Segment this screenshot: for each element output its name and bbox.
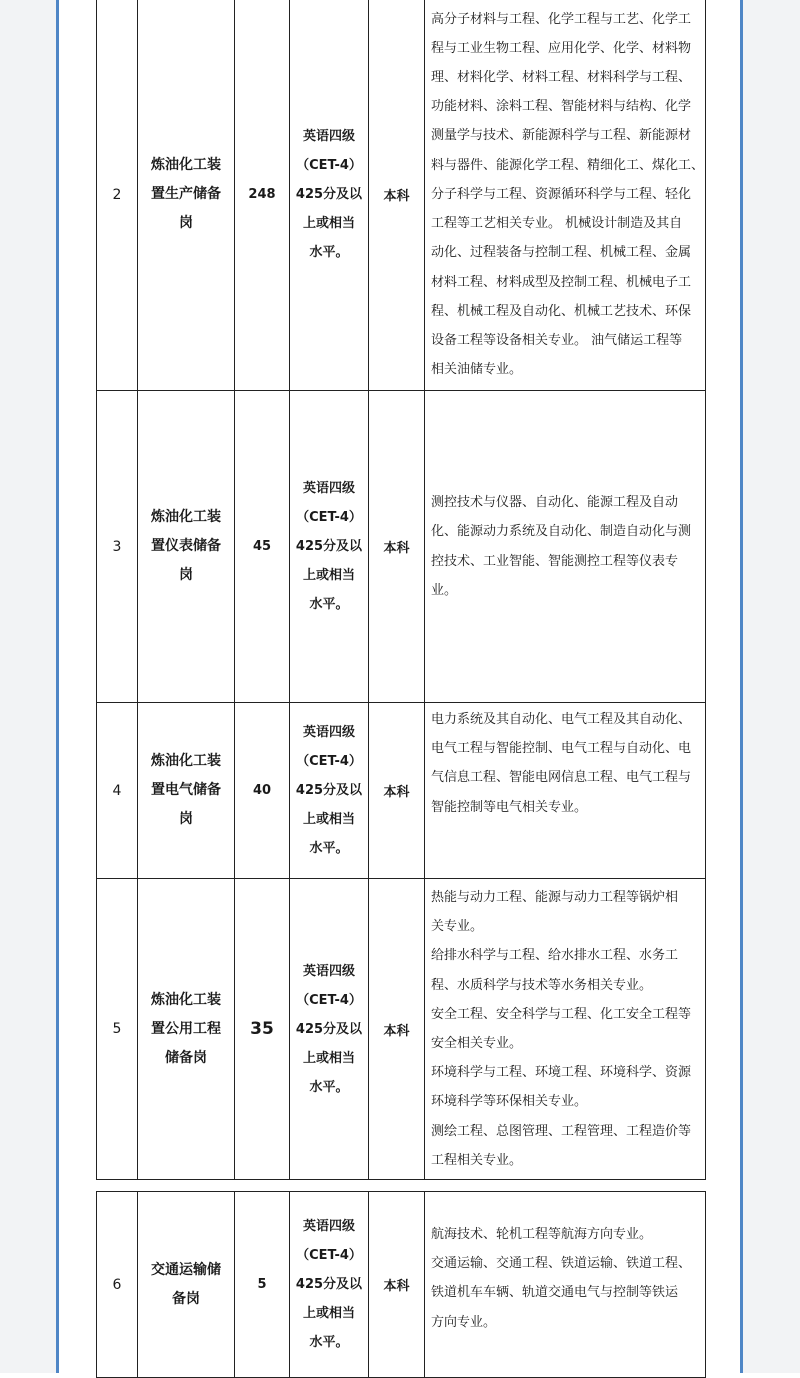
table-row xyxy=(97,391,706,703)
row-number: 5 xyxy=(97,879,138,1180)
major-requirement: 航海技术、轮机工程等航海方向专业。 交通运输、交通工程、铁道运输、铁道工程、 铁道机车车辆、轨道交通电气与控制等铁运 方向专业。 xyxy=(425,1192,706,1378)
language-requirement: 英语四级 （CET-4） 425分及以 上或相当 水平。 xyxy=(290,1192,369,1378)
position-name: 炼油化工装 置公用工程 储备岗 xyxy=(138,879,235,1180)
education-level: 本科 xyxy=(369,0,425,391)
table-row xyxy=(97,1192,706,1378)
language-requirement: 英语四级 （CET-4） 425分及以 上或相当 水平。 xyxy=(290,391,369,703)
position-name: 交通运输储 备岗 xyxy=(138,1192,235,1378)
left-border xyxy=(56,0,59,1373)
right-border xyxy=(740,0,743,1373)
language-requirement: 英语四级 （CET-4） 425分及以 上或相当 水平。 xyxy=(290,703,369,879)
table-row xyxy=(97,0,706,391)
headcount: 40 xyxy=(235,703,290,879)
education-level: 本科 xyxy=(369,391,425,703)
position-name: 炼油化工装 置仪表储备 岗 xyxy=(138,391,235,703)
row-number: 6 xyxy=(97,1192,138,1378)
education-level: 本科 xyxy=(369,879,425,1180)
right-margin xyxy=(743,0,800,1373)
language-requirement: 英语四级 （CET-4） 425分及以 上或相当 水平。 xyxy=(290,0,369,391)
language-requirement: 英语四级 （CET-4） 425分及以 上或相当 水平。 xyxy=(290,879,369,1180)
headcount: 5 xyxy=(235,1192,290,1378)
major-requirement: 测控技术与仪器、自动化、能源工程及自动 化、能源动力系统及自动化、制造自动化与测 控技术、工业智能、智能测控工程等仪表专 业。 xyxy=(425,391,706,703)
education-level: 本科 xyxy=(369,1192,425,1378)
education-level: 本科 xyxy=(369,703,425,879)
positions-table xyxy=(96,0,706,1180)
positions-table-continued xyxy=(96,1191,706,1378)
major-requirement: 电力系统及其自动化、电气工程及其自动化、 电气工程与智能控制、电气工程与自动化、电 气信息工程、智能电网信息工程、电气工程与 智能控制等电气相关专业。 xyxy=(425,703,706,879)
table-row xyxy=(97,879,706,1180)
table-row xyxy=(97,703,706,879)
headcount: 35 xyxy=(235,879,290,1180)
headcount: 45 xyxy=(235,391,290,703)
major-requirement: 热能与动力工程、能源与动力工程等锅炉相 关专业。 给排水科学与工程、给水排水工程、水务工 程、水质科学与技术等水务相关专业。 安全工程、安全科学与工程、化工安全工程等 安全相关专业。 环境科学与工程、环境工程、环境科学、资源 环境科学等环保相关专业。 测绘工程、总图管理、工程管理、工程造价等 工程相关专业。 xyxy=(425,879,706,1180)
position-name: 炼油化工装 置生产储备 岗 xyxy=(138,0,235,391)
position-name: 炼油化工装 置电气储备 岗 xyxy=(138,703,235,879)
row-number: 2 xyxy=(97,0,138,391)
major-requirement: 高分子材料与工程、化学工程与工艺、化学工 程与工业生物工程、应用化学、化学、材料物 理、材料化学、材料工程、材料科学与工程、 功能材料、涂料工程、智能材料与结构、化学 测量学与技术、新能源科学与工程、新能源材 料与器件、能源化学工程、精细化工、煤化工、 分子科学与工程、资源循环科学与工程、轻化 工程等工艺相关专业。 机械设计制造及其自 动化、过程装备与控制工程、机械工程、金属 材料工程、材料成型及控制工程、机械电子工 程、机械工程及自动化、机械工艺技术、环保 设备工程等设备相关专业。 油气储运工程等 相关油储专业。 xyxy=(425,0,706,391)
row-number: 4 xyxy=(97,703,138,879)
left-margin xyxy=(0,0,56,1373)
row-number: 3 xyxy=(97,391,138,703)
headcount: 248 xyxy=(235,0,290,391)
